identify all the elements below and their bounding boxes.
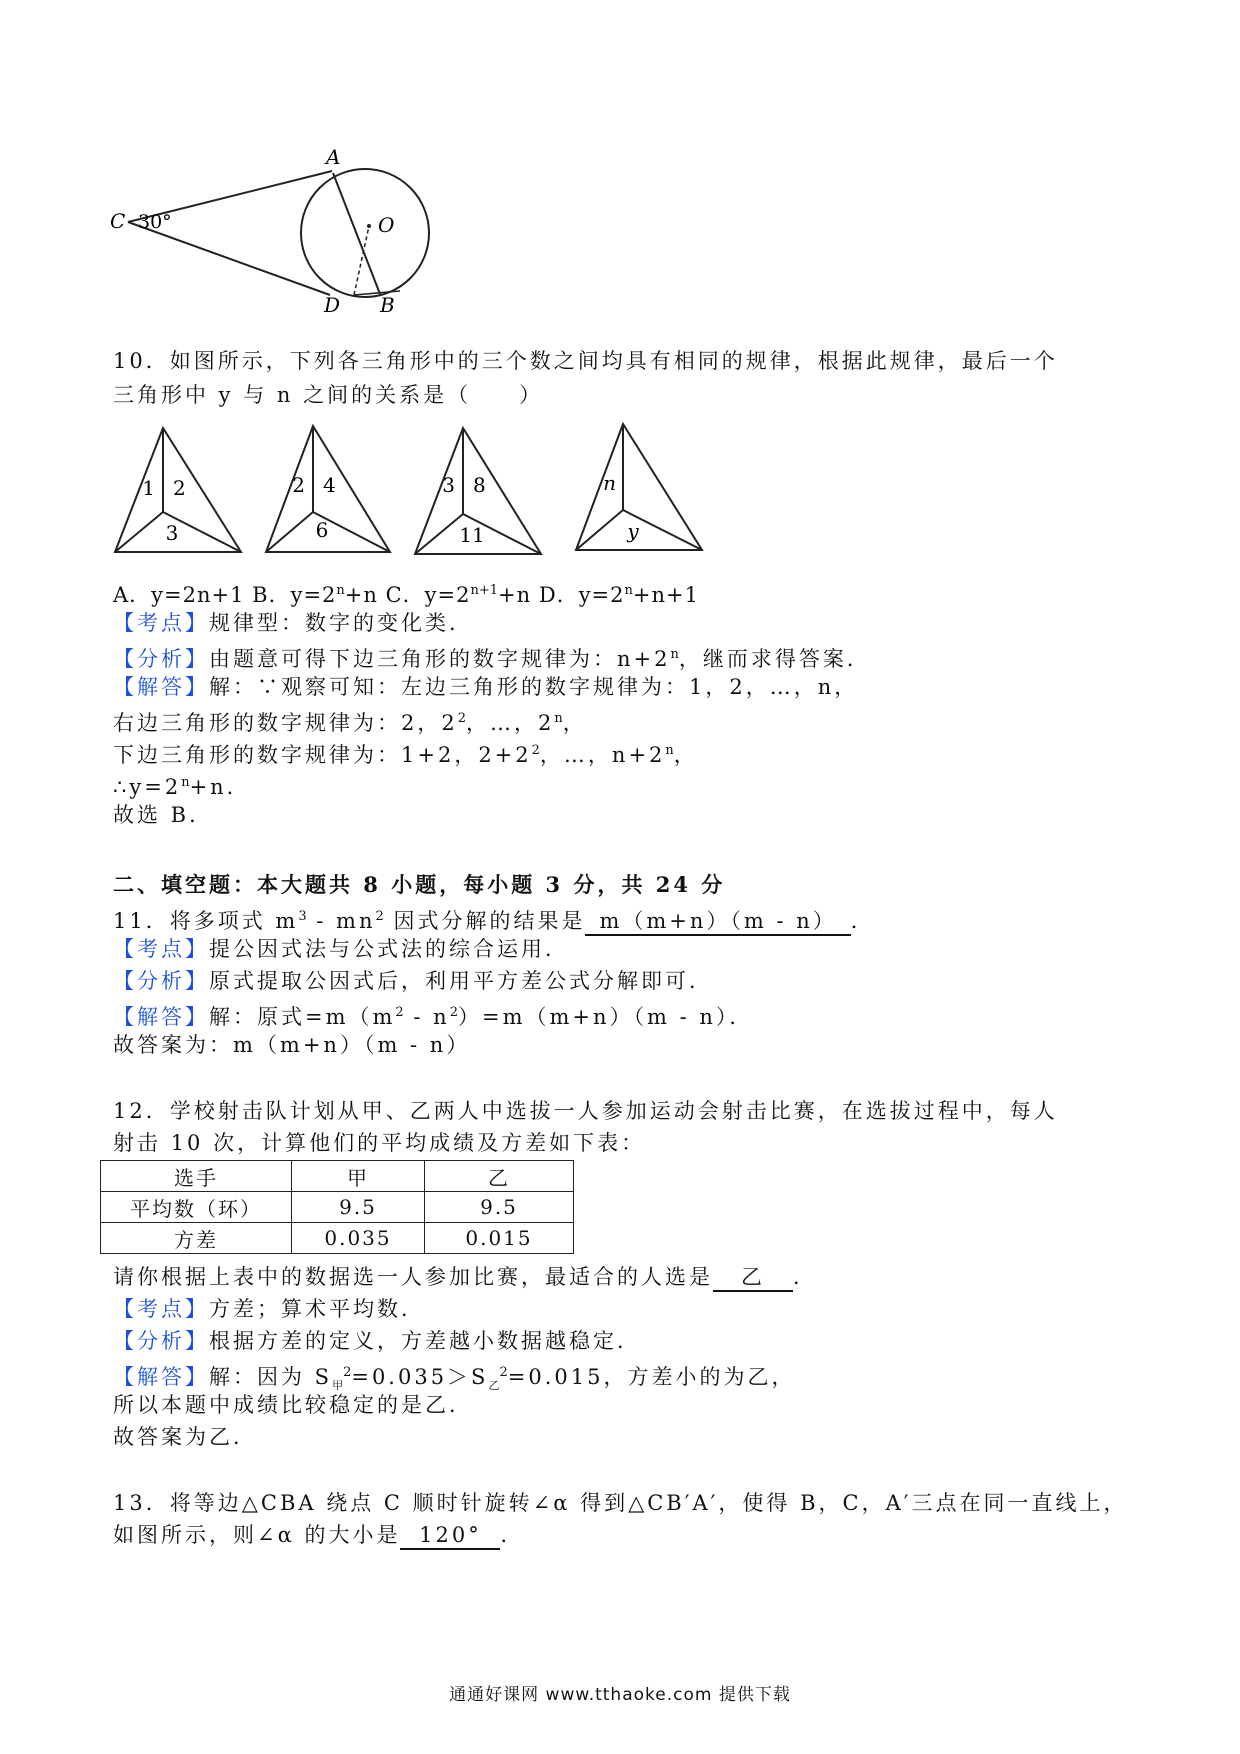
tri4-bottom: y: [627, 519, 639, 543]
table-cell: 0.015: [425, 1223, 574, 1254]
q10-jieda-4: $\therefore y=2^n+n$．: [113, 775, 251, 799]
table-header-cell: 甲: [292, 1161, 425, 1192]
q12-conclusion: 故答案为乙．: [113, 1425, 257, 1449]
tri3-left: 3: [442, 473, 455, 497]
jieda-tag: 【解答】: [113, 675, 209, 699]
q10-jieda-2: 右边三角形的数字规律为：2，$2^2$，…，2$^n$，: [113, 711, 587, 735]
tri3-bottom: 11: [459, 523, 485, 547]
q12-kaodian: 【考点】方差；算术平均数．: [113, 1297, 425, 1321]
q10-options: [113, 576, 699, 610]
tri2-left: 2: [292, 473, 305, 497]
triangle-pattern-figure: [100, 420, 720, 560]
table-cell: 0.035: [292, 1223, 425, 1254]
kaodian-tag: 【考点】: [113, 611, 209, 635]
option-b: B．$y=2^n+n$: [252, 583, 378, 607]
table-header-cell: 乙: [425, 1161, 574, 1192]
q10-fenxi: 【分析】由题意可得下边三角形的数字规律为：$n+2^n$，继而求得答案．: [113, 647, 871, 671]
q12-answer-blank: 乙: [713, 1264, 793, 1292]
option-a: A．y=2n+1: [113, 583, 245, 607]
triangle-3: [415, 428, 541, 554]
label-o: O: [378, 213, 395, 237]
label-d: D: [324, 293, 341, 317]
table-row: [101, 1223, 574, 1254]
q11-conclusion: 故答案为：m（m+n）（m - n）: [113, 1033, 471, 1057]
q11-jieda: 【解答】解：原式$=m(m^2 - n^2)=m(m+n)(m - n)$．: [113, 1005, 754, 1029]
q10-kaodian: 【考点】规律型：数字的变化类．: [113, 611, 473, 635]
table-header-cell: 选手: [101, 1161, 292, 1192]
q11-kaodian: 【考点】提公因式法与公式法的综合运用．: [113, 937, 569, 961]
tri1-left: 1: [142, 476, 155, 500]
angle-label: 30°: [138, 211, 172, 233]
q12-fenxi: 【分析】根据方差的定义，方差越小数据越稳定．: [113, 1329, 641, 1353]
q11-stem: 11．将多项式 $m^3 - mn^2$ 因式分解的结果是 m（m+n）（m - n） ．: [113, 902, 875, 936]
q12-jieda-2: 所以本题中成绩比较稳定的是乙．: [113, 1393, 473, 1417]
q10-jieda-3: 下边三角形的数字规律为：1+2，$2+2^2$，…，$n+2^n$，: [113, 743, 698, 767]
table-cell: 9.5: [292, 1192, 425, 1223]
q12-jieda: 【解答】解：因为 $S_甲^2=0.035>S_乙^2=0.015$，方差小的为乙，: [113, 1365, 796, 1393]
option-d: D．$y=2^n+n+1$: [538, 583, 699, 607]
tri3-right: 8: [473, 473, 486, 497]
triangle-2: [266, 426, 390, 552]
label-b: B: [380, 293, 395, 317]
table-cell: 平均数（环）: [101, 1192, 292, 1223]
page-footer: 通通好课网 www.tthaoke.com 提供下载: [449, 1685, 791, 1705]
score-table: [100, 1160, 574, 1254]
q10-stem-line1: 10．如图所示，下列各三角形中的三个数之间均具有相同的规律，根据此规律，最后一个: [113, 349, 1058, 373]
fenxi-tag: 【分析】: [113, 647, 209, 671]
label-c: C: [110, 209, 126, 233]
q12-stem-line2: 射击 10 次，计算他们的平均成绩及方差如下表：: [113, 1131, 646, 1155]
tri4-left: n: [603, 471, 616, 495]
option-c: C．$y=2^{n+1}+n$: [385, 583, 532, 607]
tri2-right: 4: [323, 473, 336, 497]
q13-stem-line2: 如图所示，则∠α 的大小是 120° ．: [113, 1520, 524, 1550]
triangle-1: [115, 428, 241, 552]
table-header-row: [101, 1161, 574, 1192]
q13-answer-blank: 120°: [400, 1522, 500, 1550]
q13-stem-line1: 13．将等边△CBA 绕点 C 顺时针旋转∠α 得到△CB′A′，使得 B，C，A′三点在同一直线上，: [113, 1491, 1128, 1515]
q11-fenxi: 【分析】原式提取公因式后，利用平方差公式分解即可．: [113, 969, 713, 993]
label-a: A: [326, 145, 341, 169]
section-heading: 二、填空题：本大题共 8 小题，每小题 3 分，共 24 分: [113, 872, 726, 897]
q10-stem-line2: 三角形中 y 与 n 之间的关系是（ ）: [113, 383, 544, 407]
q12-question: 请你根据上表中的数据选一人参加比赛，最适合的人选是 乙 ．: [113, 1262, 817, 1292]
table-cell: 方差: [101, 1223, 292, 1254]
q12-stem-line1: 12．学校射击队计划从甲、乙两人中选拔一人参加运动会射击比赛，在选拔过程中，每人: [113, 1099, 1058, 1123]
table-row: [101, 1192, 574, 1223]
tri2-bottom: 6: [315, 518, 329, 542]
q10-jieda-1: 【解答】解：∵观察可知：左边三角形的数字规律为：1，2，…，n，: [113, 675, 859, 699]
table-cell: 9.5: [425, 1192, 574, 1223]
circle-tangent-figure: [100, 140, 440, 320]
q11-answer-blank: m（m+n）（m - n）: [585, 908, 850, 936]
tri1-right: 2: [173, 476, 186, 500]
tri1-bottom: 3: [165, 521, 179, 545]
triangle-4: [576, 424, 702, 550]
q10-conclusion: 故选 B．: [113, 803, 214, 827]
